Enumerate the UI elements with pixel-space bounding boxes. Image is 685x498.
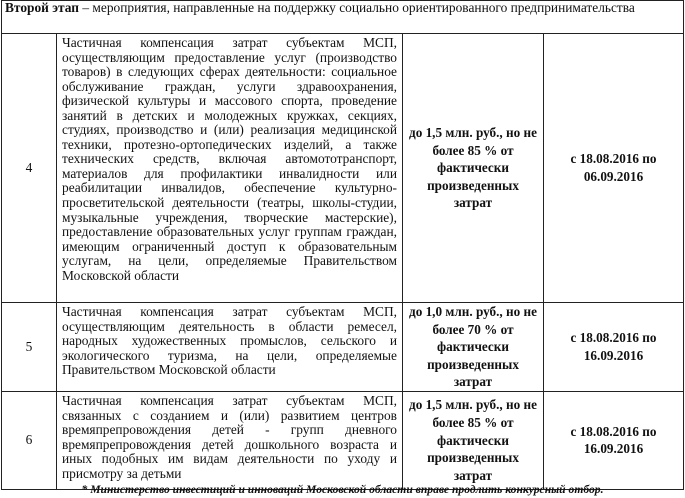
row-amount: до 1,5 млн. руб., но не более 85 % от фактически произведенных затрат: [403, 34, 544, 303]
row-dates: с 18.08.2016 по 16.09.2016: [544, 303, 684, 392]
stage-header-cell: [2, 1, 684, 34]
row-number: 5: [2, 303, 57, 392]
stage-description: – мероприятия, направленные на поддержку социально ориентированного предпринимательства: [82, 0, 635, 15]
row-description: Частичная компенсация затрат субъектам МСП, осуществляющим деятельность в области ремесел, народных художественных промыслов, сельского и экологического туризма, на цели, определяемые Правительством Московской области: [57, 303, 403, 392]
footnote: * Министерство инвестиций и инноваций Московской области вправе продлить конкурсный отбор.: [81, 483, 604, 496]
table-row: [2, 303, 684, 392]
row-description: Частичная компенсация затрат субъектам МСП, осуществляющим предоставление услуг (производство товаров) в следующих сферах деятельности: социальное обслуживание граждан, услуги здравоохранения, физической культуры и массового спорта, проведение занятий в детских и молодежных кружках, секциях, студиях, производство и (или) реализация медицинской техники, протезно-ортопедических изделий, а также технических средств, включая автомототранспорт, материалов для профилактики инвалидности или реабилитации инвалидов, обеспечение культурно-просветительской деятельности (театры, школы-студии, музыкальные учреждения, творческие мастерские), предоставление образовательных услуг группам граждан, имеющим ограниченный доступ к образовательным услугам, на цели, определяемые Правительством Московской области: [57, 34, 403, 303]
row-amount: до 1,5 млн. руб., но не более 85 % от фактически произведенных затрат: [403, 391, 544, 489]
grants-table: [1, 0, 684, 490]
row-description: Частичная компенсация затрат субъектам МСП, связанных с созданием и (или) развитием центров времяпрепровождения детей - групп дневного времяпрепровождения детей дошкольного возраста и иных подобных им видам деятельности по уходу и присмотру за детьми: [57, 391, 403, 489]
table-row: [2, 34, 684, 303]
row-amount: до 1,0 млн. руб., но не более 70 % от фактически произведенных затрат: [403, 303, 544, 392]
row-number: 4: [2, 34, 57, 303]
table-row: [2, 391, 684, 489]
row-dates: с 18.08.2016 по 06.09.2016: [544, 34, 684, 303]
row-dates: с 18.08.2016 по 16.09.2016: [544, 391, 684, 489]
stage-header-row: [2, 1, 684, 34]
stage-title: Второй этап: [5, 0, 79, 15]
row-number: 6: [2, 391, 57, 489]
